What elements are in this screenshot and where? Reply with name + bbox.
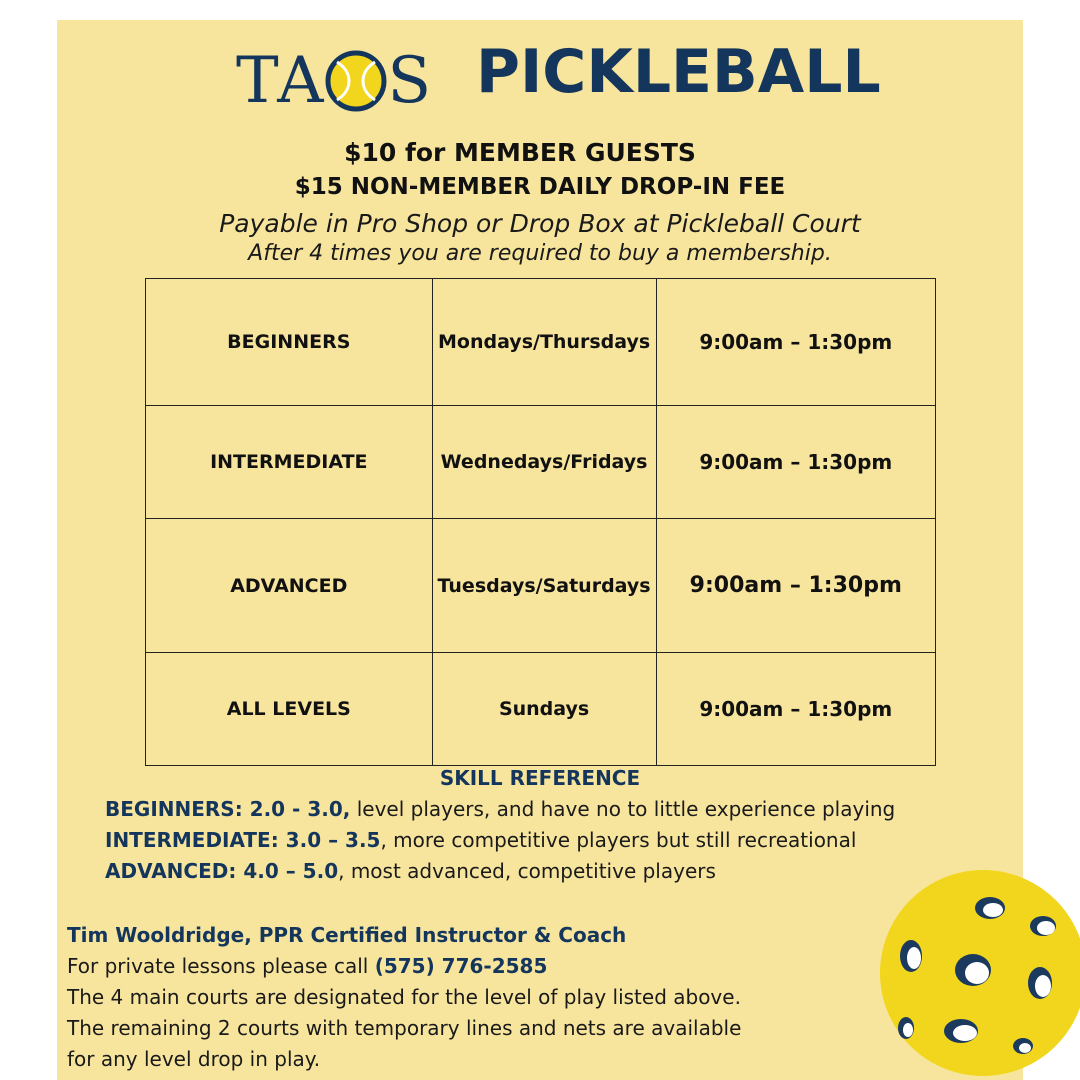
level-cell: INTERMEDIATE [146, 406, 433, 519]
table-row [146, 653, 936, 766]
schedule-table [145, 278, 936, 766]
skill-level: BEGINNERS: 2.0 - 3.0, [105, 797, 351, 821]
membership-note: After 4 times you are required to buy a membership. [248, 241, 832, 266]
time-cell: 9:00am – 1:30pm [656, 653, 935, 766]
page-title: PICKLEBALL [476, 37, 881, 107]
skill-item-beginners [105, 797, 895, 821]
pickleball-icon [878, 868, 1080, 1078]
tennis-ball-icon [323, 48, 389, 114]
table-row [146, 519, 936, 653]
skill-item-advanced [105, 859, 716, 883]
instructor-name: Tim Wooldridge, PPR Certified Instructor & Coach [67, 923, 627, 947]
skill-desc: , more competitive players but still recreational [380, 828, 857, 852]
days-cell: Mondays/Thursdays [432, 279, 656, 406]
phone-number: (575) 776-2585 [374, 954, 548, 978]
days-cell: Tuesdays/Saturdays [432, 519, 656, 653]
skill-desc: level players, and have no to little experience playing [350, 797, 896, 821]
taos-logo [236, 43, 434, 118]
table-row [146, 406, 936, 519]
courts-note-1: The 4 main courts are designated for the level of play listed above. [67, 985, 741, 1009]
days-cell: Wednedays/Fridays [432, 406, 656, 519]
courts-note-2: The remaining 2 courts with temporary lines and nets are available [67, 1016, 742, 1040]
skill-level: ADVANCED: 4.0 – 5.0 [105, 859, 339, 883]
skill-reference-heading: SKILL REFERENCE [439, 766, 641, 790]
time-cell: 9:00am – 1:30pm [656, 406, 935, 519]
lessons-text: For private lessons please call [67, 954, 375, 978]
logo-text-left: TA [236, 43, 326, 118]
logo-text-right: S [387, 43, 434, 118]
header [0, 37, 1080, 120]
payable-note: Payable in Pro Shop or Drop Box at Pickleball Court [219, 209, 861, 238]
level-cell: ALL LEVELS [146, 653, 433, 766]
skill-desc: , most advanced, competitive players [338, 859, 716, 883]
level-cell: BEGINNERS [146, 279, 433, 406]
days-cell: Sundays [432, 653, 656, 766]
time-cell: 9:00am – 1:30pm [656, 279, 935, 406]
skill-level: INTERMEDIATE: 3.0 – 3.5 [105, 828, 381, 852]
member-guest-fee: $10 for MEMBER GUESTS [344, 138, 696, 167]
table-row [146, 279, 936, 406]
lessons-line [67, 951, 741, 982]
level-cell: ADVANCED [146, 519, 433, 653]
contact-block [67, 920, 741, 1075]
courts-note-3: for any level drop in play. [67, 1047, 321, 1071]
skill-item-intermediate [105, 828, 856, 852]
time-cell: 9:00am – 1:30pm [656, 519, 935, 653]
non-member-fee: $15 NON-MEMBER DAILY DROP-IN FEE [294, 174, 786, 200]
